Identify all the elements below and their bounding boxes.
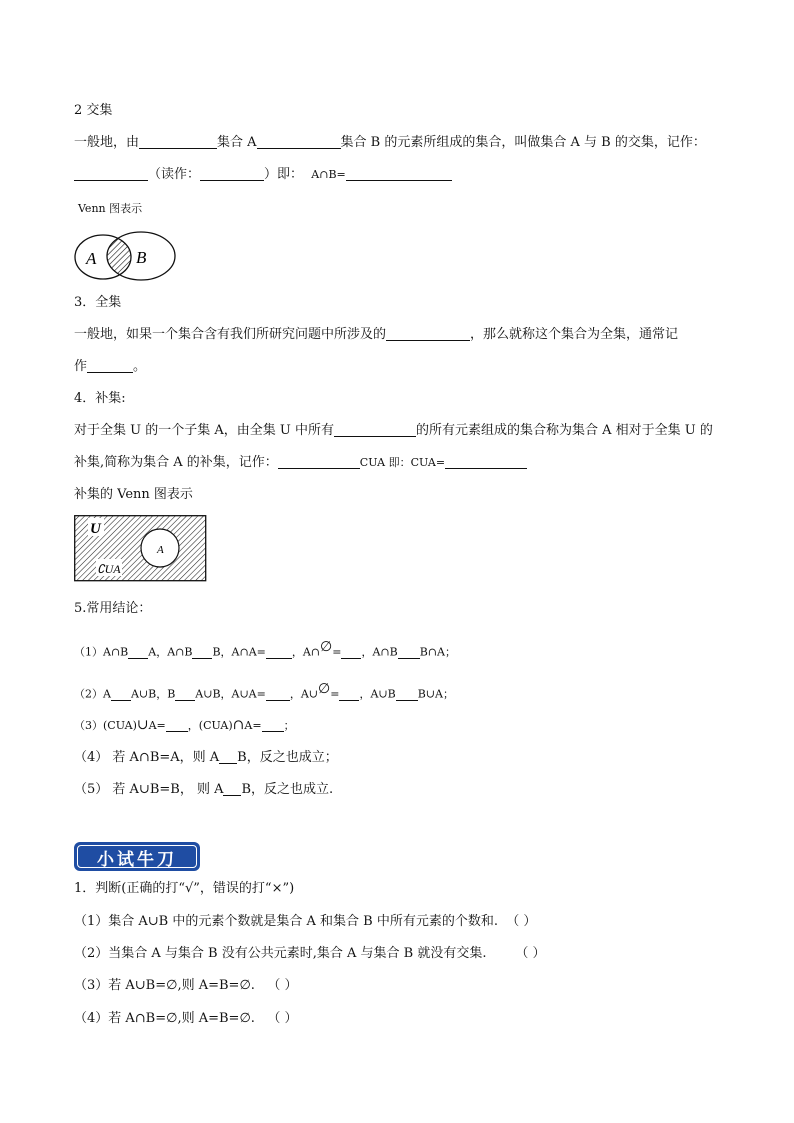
text: A，A∩B xyxy=(148,645,193,659)
text: ，A∩B xyxy=(361,645,398,659)
text: ； xyxy=(283,719,295,732)
text: 集合 B 的元素所组成的集合，叫做集合 A 与 B 的交集，记作： xyxy=(340,135,706,150)
text: B∩A； xyxy=(419,645,456,659)
fill-blank[interactable] xyxy=(278,455,360,469)
text: A= xyxy=(148,719,166,732)
text: ，那么就称这个集合为全集，通常记 xyxy=(470,327,679,342)
judge-item-1 xyxy=(74,913,536,931)
fill-blank[interactable] xyxy=(219,750,237,764)
fill-blank[interactable] xyxy=(398,645,420,659)
set-b-label: B xyxy=(136,248,147,267)
practice-banner-text: 小试牛刀 xyxy=(97,850,177,870)
section-4-line-2 xyxy=(74,454,527,472)
text: 集合 A xyxy=(217,135,257,150)
set-a-label: A xyxy=(86,249,97,268)
fill-blank[interactable] xyxy=(128,645,148,659)
empty-set-symbol: ∅ xyxy=(320,639,333,655)
section-4-line-1 xyxy=(74,422,713,440)
answer-box[interactable]: （ ） xyxy=(267,1011,298,1026)
answer-box[interactable]: （ ） xyxy=(515,946,546,961)
section-2-heading: 2 交集 xyxy=(74,103,113,118)
judge-item-2 xyxy=(74,945,546,963)
text: ，(CUA) xyxy=(187,719,233,732)
universal-set-label: U xyxy=(90,521,101,537)
text: ，A∩ xyxy=(291,645,321,659)
text: CUA 即：CUA= xyxy=(359,456,446,469)
fill-blank[interactable] xyxy=(346,167,452,181)
judge-item-4 xyxy=(74,1010,297,1028)
fill-blank[interactable] xyxy=(266,645,292,659)
text: 一般地，由 xyxy=(74,135,140,150)
complement-venn-diagram xyxy=(74,515,208,583)
fill-blank[interactable] xyxy=(87,359,133,373)
text: （1）集合 A∪B 中的元素个数就是集合 A 和集合 B 中所有元素的个数和. xyxy=(74,914,498,929)
text: （1）A∩B xyxy=(74,645,129,659)
text: ，A∪ xyxy=(289,687,319,701)
text: （3）若 A∪B=∅,则 A=B=∅. xyxy=(74,978,255,993)
section-4-heading: 4．补集: xyxy=(74,391,126,406)
fill-blank[interactable] xyxy=(396,687,418,701)
section-2-line-1 xyxy=(74,134,706,152)
section-2-line-2 xyxy=(74,166,452,184)
empty-set-symbol: ∅ xyxy=(318,681,331,697)
venn-label: Venn 图表示 xyxy=(78,202,143,215)
fill-blank[interactable] xyxy=(111,687,131,701)
text: （3）(CUA) xyxy=(74,719,137,732)
text: 作 xyxy=(74,359,88,374)
conclusion-line-5 xyxy=(74,781,333,799)
text: （2）当集合 A 与集合 B 没有公共元素时,集合 A 与集合 B 就没有交集. xyxy=(74,946,487,961)
section-5-heading: 5.常用结论： xyxy=(74,601,152,616)
text: （读作： xyxy=(148,167,201,182)
text: 的所有元素组成的集合称为集合 A 相对于全集 U 的 xyxy=(415,423,713,438)
text: （5） 若 A∪B=B， 则 A xyxy=(74,782,224,797)
fill-blank[interactable] xyxy=(74,167,148,181)
conclusion-line-3 xyxy=(74,716,295,735)
text: 一般地，如果一个集合含有我们所研究问题中所涉及的 xyxy=(74,327,387,342)
text: A∪B，B xyxy=(130,687,176,701)
fill-blank[interactable] xyxy=(339,687,359,701)
practice-banner xyxy=(74,842,200,871)
complement-venn-label: 补集的 Venn 图表示 xyxy=(74,487,193,502)
text: （4） 若 A∩B=A，则 A xyxy=(74,750,220,765)
text: = xyxy=(330,687,340,701)
text: 对于全集 U 的一个子集 A，由全集 U 中所有 xyxy=(74,423,334,438)
fill-blank[interactable] xyxy=(262,718,284,732)
fill-blank[interactable] xyxy=(223,782,241,796)
text: A∪B，A∪A= xyxy=(195,687,266,701)
fill-blank[interactable] xyxy=(445,455,527,469)
fill-blank[interactable] xyxy=(341,645,361,659)
conclusion-line-4 xyxy=(74,749,338,767)
text: 。 xyxy=(133,359,147,374)
intersection-symbol: ∩ xyxy=(232,717,245,733)
fill-blank[interactable] xyxy=(334,423,416,437)
answer-box[interactable]: （ ） xyxy=(267,978,298,993)
text: ）即： xyxy=(264,167,304,182)
question-1: 1．判断(正确的打“√”，错误的打“×”) xyxy=(74,881,295,896)
text: B，反之也成立； xyxy=(237,750,338,765)
fill-blank[interactable] xyxy=(139,135,217,149)
answer-box[interactable]: （ ） xyxy=(506,914,537,929)
text: B∪A； xyxy=(417,687,454,701)
section-3-line-1 xyxy=(74,326,678,344)
text: （2）A xyxy=(74,687,111,701)
fill-blank[interactable] xyxy=(175,687,195,701)
text: ，A∪B xyxy=(359,687,396,701)
intersection-venn-diagram xyxy=(72,228,180,284)
text: = xyxy=(332,645,342,659)
text: 补集,简称为集合 A 的补集，记作： xyxy=(74,455,278,470)
complement-label: ∁UA xyxy=(97,562,121,576)
fill-blank[interactable] xyxy=(257,135,341,149)
set-a-label: A xyxy=(157,544,164,556)
conclusion-line-1 xyxy=(74,638,456,662)
fill-blank[interactable] xyxy=(266,687,290,701)
fill-blank[interactable] xyxy=(166,718,188,732)
section-3-heading: 3．全集 xyxy=(74,295,122,310)
text: B，反之也成立. xyxy=(241,782,334,797)
text: A∩B= xyxy=(311,168,346,181)
union-symbol: ∪ xyxy=(136,717,149,733)
text: B，A∩A= xyxy=(212,645,266,659)
fill-blank[interactable] xyxy=(192,645,212,659)
fill-blank[interactable] xyxy=(200,167,264,181)
text: （4）若 A∩B=∅,则 A=B=∅. xyxy=(74,1011,255,1026)
section-3-line-2 xyxy=(74,358,146,376)
text: A= xyxy=(244,719,262,732)
fill-blank[interactable] xyxy=(386,327,470,341)
judge-item-3 xyxy=(74,977,297,995)
conclusion-line-2 xyxy=(74,680,454,704)
